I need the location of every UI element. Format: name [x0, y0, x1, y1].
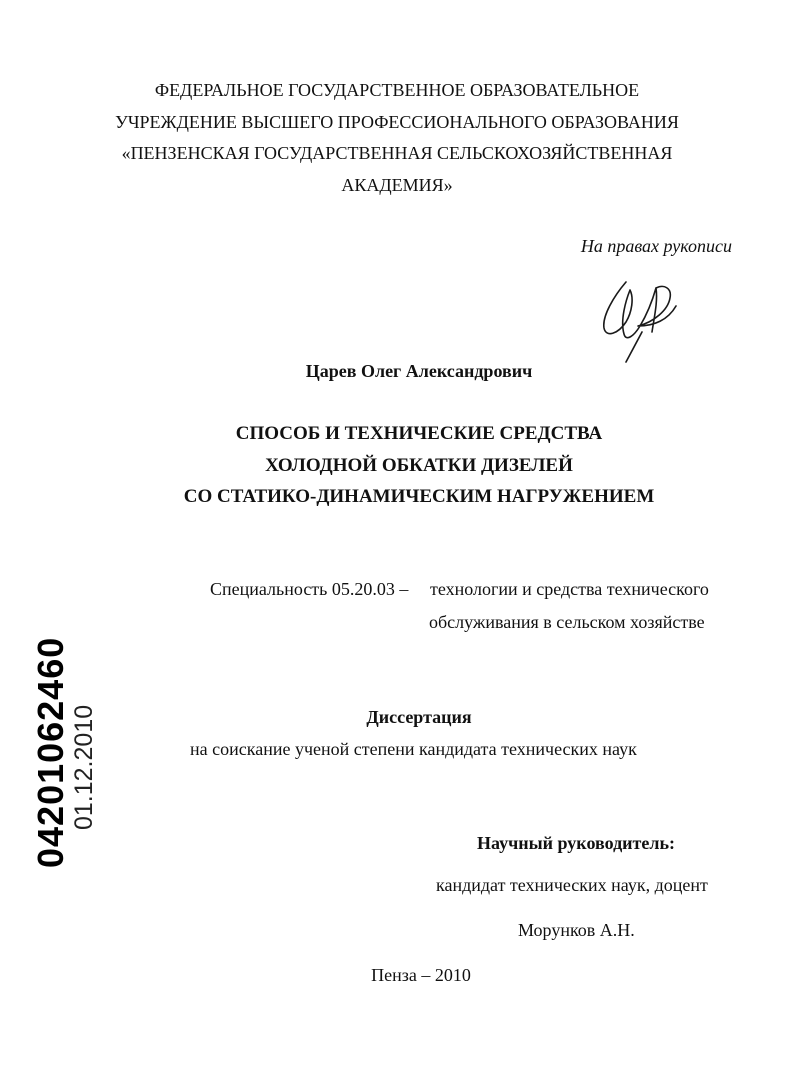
title-line-3: СО СТАТИКО-ДИНАМИЧЕСКИМ НАГРУЖЕНИЕМ [183, 486, 655, 507]
supervisor-heading: Научный руководитель: [477, 833, 675, 853]
institution-line-4: АКАДЕМИЯ» [341, 175, 453, 195]
supervisor-degree: кандидат технических наук, доцент [436, 875, 708, 895]
work-purpose: на соискание ученой степени кандидата технических наук [190, 739, 637, 759]
supervisor-name: Морунков А.Н. [518, 920, 635, 940]
title-line-2: ХОЛОДНОЙ ОБКАТКИ ДИЗЕЛЕЙ [265, 455, 573, 476]
institution-line-2: УЧРЕЖДЕНИЕ ВЫСШЕГО ПРОФЕССИОНАЛЬНОГО ОБРАЗОВАНИЯ [115, 112, 679, 132]
library-stamp-date: 01.12.2010 [70, 704, 98, 830]
specialty-line-1: технологии и средства технического [430, 579, 709, 599]
manuscript-note: На правах рукописи [580, 236, 732, 256]
signature-icon [596, 276, 686, 366]
author-name: Царев Олег Александрович [305, 361, 533, 381]
institution-line-1: ФЕДЕРАЛЬНОЕ ГОСУДАРСТВЕННОЕ ОБРАЗОВАТЕЛЬНОЕ [154, 80, 640, 100]
title-line-1: СПОСОБ И ТЕХНИЧЕСКИЕ СРЕДСТВА [235, 423, 603, 444]
specialty-label: Специальность 05.20.03 – [210, 579, 409, 599]
specialty-line-2: обслуживания в сельском хозяйстве [429, 612, 705, 632]
place-year: Пенза – 2010 [371, 965, 471, 985]
work-type: Диссертация [366, 707, 472, 727]
institution-line-3: «ПЕНЗЕНСКАЯ ГОСУДАРСТВЕННАЯ СЕЛЬСКОХОЗЯЙСТВЕННАЯ [121, 143, 673, 163]
library-stamp-number: 04201062460 [30, 636, 71, 868]
